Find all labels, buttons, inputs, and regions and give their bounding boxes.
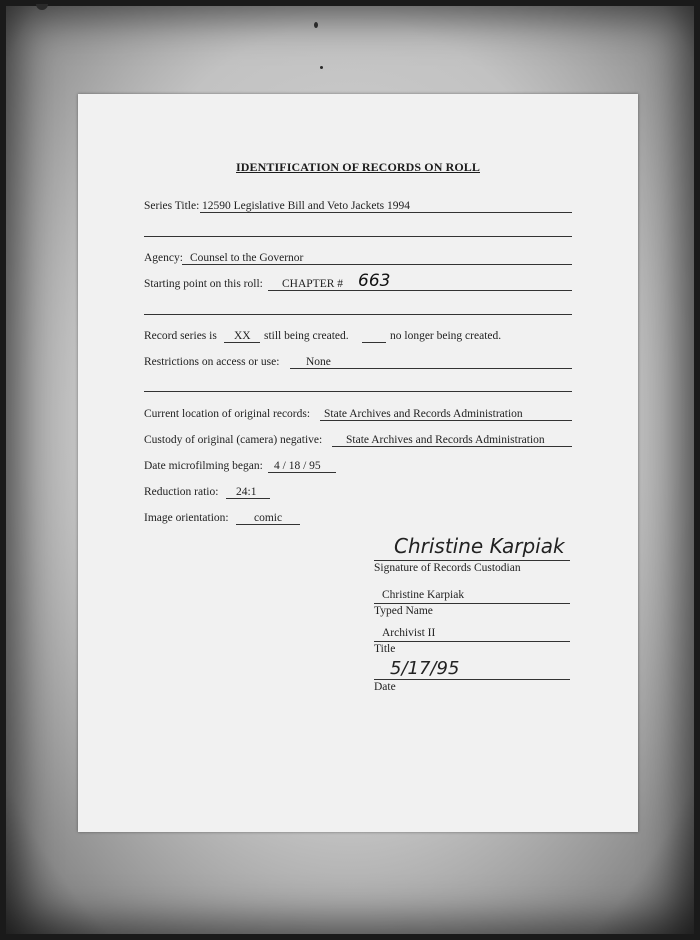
starting-point-underline — [268, 290, 572, 291]
film-speck — [314, 22, 318, 28]
typed-name-value: Christine Karpiak — [382, 589, 465, 601]
agency-value: Counsel to the Governor — [190, 252, 304, 264]
reduction-ratio-row — [144, 484, 574, 500]
custody-label: Custody of original (camera) negative: — [144, 434, 323, 446]
agency-row — [144, 250, 574, 266]
still-mark: XX — [234, 330, 251, 342]
custodian-signature: Christine Karpiak — [394, 534, 565, 558]
restrictions-underline — [290, 368, 572, 369]
film-speck — [320, 66, 323, 69]
starting-point-label: Starting point on this roll: — [144, 278, 263, 290]
series-title-row — [144, 198, 574, 214]
chapter-number-handwritten: 663 — [358, 271, 391, 291]
title-value: Archivist II — [382, 627, 436, 639]
blank-line — [144, 391, 572, 392]
date-began-row — [144, 458, 574, 474]
title-caption: Title — [374, 643, 396, 655]
series-title-label: Series Title: — [144, 200, 200, 212]
records-form — [78, 94, 638, 832]
image-orientation-value: comic — [254, 512, 283, 524]
blank-line — [144, 314, 572, 315]
starting-point-value: CHAPTER # — [282, 278, 344, 290]
date-line — [374, 679, 570, 680]
image-orientation-row — [144, 510, 574, 526]
agency-underline — [182, 264, 572, 265]
date-began-value: 4 / 18 / 95 — [274, 460, 321, 472]
signature-line — [374, 560, 570, 561]
custody-row — [144, 432, 574, 448]
starting-point-row — [144, 271, 574, 292]
title-line — [374, 641, 570, 642]
typed-name-line — [374, 603, 570, 604]
reduction-ratio-label: Reduction ratio: — [144, 486, 219, 498]
restrictions-row — [144, 354, 574, 370]
restrictions-value: None — [306, 356, 331, 368]
signed-date-handwritten: 5/17/95 — [390, 658, 460, 679]
current-location-label: Current location of original records: — [144, 408, 311, 420]
series-title-value: 12590 Legislative Bill and Veto Jackets 1994 — [202, 200, 411, 212]
image-orientation-label: Image orientation: — [144, 512, 229, 524]
current-location-row — [144, 406, 574, 422]
blank-line — [144, 236, 572, 237]
no-longer-underline — [362, 342, 386, 343]
still-being-created-text: still being created. — [264, 330, 349, 342]
record-series-row — [144, 328, 574, 344]
signature-caption: Signature of Records Custodian — [374, 562, 521, 574]
current-location-underline — [320, 420, 572, 421]
record-series-label: Record series is — [144, 330, 217, 342]
date-caption: Date — [374, 681, 396, 693]
series-title-underline — [200, 212, 572, 213]
typed-name-caption: Typed Name — [374, 605, 433, 617]
restrictions-label: Restrictions on access or use: — [144, 356, 280, 368]
custody-underline — [332, 446, 572, 447]
no-longer-being-created-text: no longer being created. — [390, 330, 502, 342]
reduction-ratio-underline — [226, 498, 270, 499]
form-title: IDENTIFICATION OF RECORDS ON ROLL — [236, 160, 480, 174]
date-began-underline — [268, 472, 336, 473]
reduction-ratio-value: 24:1 — [236, 486, 257, 498]
still-mark-underline — [224, 342, 260, 343]
date-began-label: Date microfilming began: — [144, 460, 263, 472]
image-orientation-underline — [236, 524, 300, 525]
agency-label: Agency: — [144, 252, 183, 264]
current-location-value: State Archives and Records Administration — [324, 408, 523, 420]
custody-value: State Archives and Records Administration — [346, 434, 545, 446]
